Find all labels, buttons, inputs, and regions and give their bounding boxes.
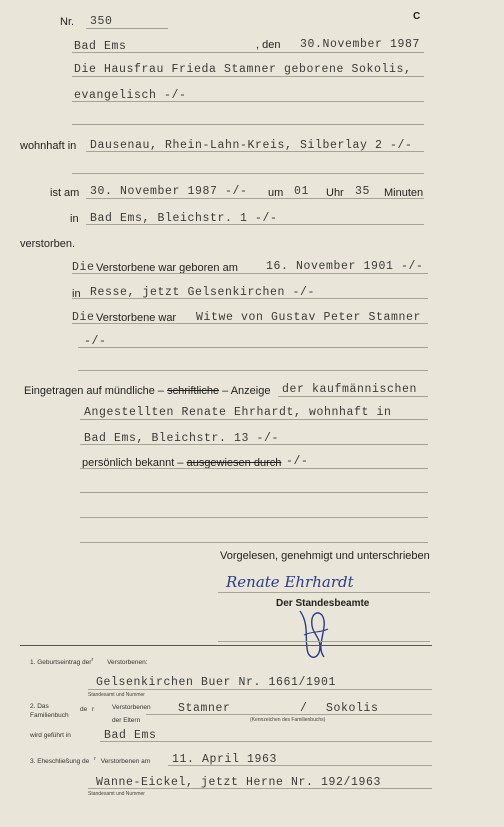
ist-am-label: ist am bbox=[50, 187, 80, 199]
corner-letter: C bbox=[413, 11, 421, 22]
uhr-label: Uhr bbox=[326, 187, 344, 199]
blank-rule-2 bbox=[80, 517, 428, 518]
nr-value: 350 bbox=[90, 15, 113, 28]
registration-rule-2 bbox=[80, 419, 428, 420]
birth-in-label: in bbox=[72, 288, 81, 300]
status-rule-2 bbox=[78, 347, 428, 348]
registrar-label: Der Standesbeamte bbox=[276, 598, 370, 609]
residence-value: Dausenau, Rhein-Lahn-Kreis, Silberlay 2 -/- bbox=[90, 139, 413, 152]
person-rule-1 bbox=[72, 76, 424, 77]
footnote-2-name-2: Sokolis bbox=[326, 702, 379, 715]
footnote-3-rule bbox=[88, 788, 432, 789]
registration-line-3: Bad Ems, Bleichstr. 13 -/- bbox=[84, 432, 280, 445]
footnote-1-caption: Standesamt und Nummer bbox=[88, 692, 145, 698]
birth-place-rule bbox=[72, 298, 428, 299]
registration-label-strike: schriftliche bbox=[167, 385, 220, 397]
footnote-1-label-b: Verstorbenen: bbox=[107, 659, 148, 667]
footnote-1-value: Gelsenkirchen Buer Nr. 1661/1901 bbox=[96, 676, 337, 689]
informant-signature-rule bbox=[218, 592, 430, 593]
footnote-2-wird-label: wird geführt in bbox=[30, 732, 71, 739]
blank-rule-1 bbox=[80, 492, 428, 493]
known-rule bbox=[80, 468, 428, 469]
footnote-2-de-label: de bbox=[80, 706, 88, 713]
residence-label: wohnhaft in bbox=[20, 140, 77, 152]
registrar-signature-rule bbox=[218, 641, 430, 642]
known-label-a: persönlich bekannt – bbox=[82, 457, 184, 469]
status-cont: -/- bbox=[84, 335, 107, 348]
known-value: -/- bbox=[286, 455, 309, 468]
footnote-3-super: r bbox=[94, 756, 96, 762]
footnote-3-date: 11. April 1963 bbox=[172, 753, 278, 766]
status-label: Verstorbene war bbox=[96, 312, 177, 324]
footnote-3-label-b: Verstorbenen am bbox=[100, 758, 151, 766]
person-line-2: evangelisch -/- bbox=[74, 89, 187, 102]
registration-label-b: – Anzeige bbox=[222, 385, 271, 397]
footnote-2-de bbox=[80, 706, 94, 713]
verstorben-label: verstorben. bbox=[20, 238, 76, 250]
status-rule bbox=[72, 323, 428, 324]
footnote-2-rule bbox=[146, 714, 432, 715]
footnote-1-label bbox=[30, 657, 148, 666]
registrar-signature-mark bbox=[290, 605, 338, 663]
footnote-divider bbox=[20, 645, 432, 646]
footnote-1-rule bbox=[88, 689, 432, 690]
place: Bad Ems bbox=[74, 40, 127, 53]
registration-rule-3 bbox=[80, 444, 428, 445]
footnote-2-caption: (Kennzeichen des Familienbuchs) bbox=[250, 717, 326, 723]
footnote-1-label-a: 1. Geburtseintrag der bbox=[30, 659, 92, 667]
footnote-3-value: Wanne-Eickel, jetzt Herne Nr. 192/1963 bbox=[96, 776, 382, 789]
birth-rule bbox=[72, 273, 428, 274]
entry-date: 30.November 1987 bbox=[300, 38, 421, 51]
informant-signature: Renate Ehrhardt bbox=[226, 573, 354, 591]
nr-rule bbox=[86, 28, 168, 29]
footnote-2-wird-value: Bad Ems bbox=[104, 729, 157, 742]
minuten-label: Minuten bbox=[384, 187, 424, 199]
place-rule bbox=[72, 52, 424, 53]
footnote-2-name-1: Stamner bbox=[178, 702, 231, 715]
den-label: , den bbox=[256, 39, 281, 51]
registration-label-a: Eingetragen auf mündliche – bbox=[24, 385, 165, 397]
known-label-strike: ausgewiesen durch bbox=[186, 457, 282, 469]
registration-rule-1 bbox=[278, 396, 428, 397]
birth-date: 16. November 1901 -/- bbox=[266, 260, 424, 273]
registration-label bbox=[24, 385, 270, 397]
footnote-3-label-a: 3. Eheschließung de bbox=[30, 758, 90, 766]
footnote-3-caption: Standesamt und Nummer bbox=[88, 791, 145, 797]
person-rule-3 bbox=[72, 124, 424, 125]
registration-line-2: Angestellten Renate Ehrhardt, wohnhaft in bbox=[84, 406, 392, 419]
footnote-2-super: r bbox=[92, 706, 95, 713]
death-hour: 01 bbox=[294, 185, 310, 198]
nr-label: Nr. bbox=[60, 16, 75, 28]
footnote-3-label bbox=[30, 756, 150, 765]
footnote-1-super: r bbox=[91, 657, 94, 663]
footnote-2-sep: / bbox=[300, 702, 308, 715]
person-line-1: Die Hausfrau Frieda Stamner geborene Sokolis, bbox=[74, 63, 412, 76]
residence-rule-2 bbox=[72, 173, 424, 174]
death-time-rule bbox=[86, 198, 424, 199]
footnote-3-date-rule bbox=[168, 765, 432, 766]
read-approved-label: Vorgelesen, genehmigt und unterschrieben bbox=[220, 550, 430, 562]
blank-rule-3 bbox=[80, 542, 428, 543]
footnote-2-verstorbenen: Verstorbenen bbox=[112, 704, 151, 711]
birth-prefix: Die bbox=[72, 261, 95, 274]
status-prefix: Die bbox=[72, 311, 95, 324]
death-place-label: in bbox=[70, 213, 79, 225]
person-rule-2 bbox=[72, 101, 424, 102]
footnote-2-wird-rule bbox=[100, 741, 432, 742]
death-place-value: Bad Ems, Bleichstr. 1 -/- bbox=[90, 212, 278, 225]
status-value: Witwe von Gustav Peter Stamner bbox=[196, 311, 422, 324]
death-minutes: 35 bbox=[355, 185, 371, 198]
death-place-rule bbox=[86, 224, 424, 225]
death-date: 30. November 1987 -/- bbox=[90, 185, 248, 198]
footnote-2-label-a: 2. Das bbox=[30, 703, 49, 710]
residence-rule bbox=[86, 151, 424, 152]
registration-line-1: der kaufmännischen bbox=[282, 383, 418, 396]
footnote-2-label-b: Familienbuch bbox=[30, 712, 69, 719]
birth-label: Verstorbene war geboren am bbox=[96, 262, 238, 274]
um-label: um bbox=[268, 187, 284, 199]
status-rule-3 bbox=[78, 370, 428, 371]
footnote-2-eltern: der Eltern bbox=[112, 717, 141, 724]
birth-place: Resse, jetzt Gelsenkirchen -/- bbox=[90, 286, 316, 299]
